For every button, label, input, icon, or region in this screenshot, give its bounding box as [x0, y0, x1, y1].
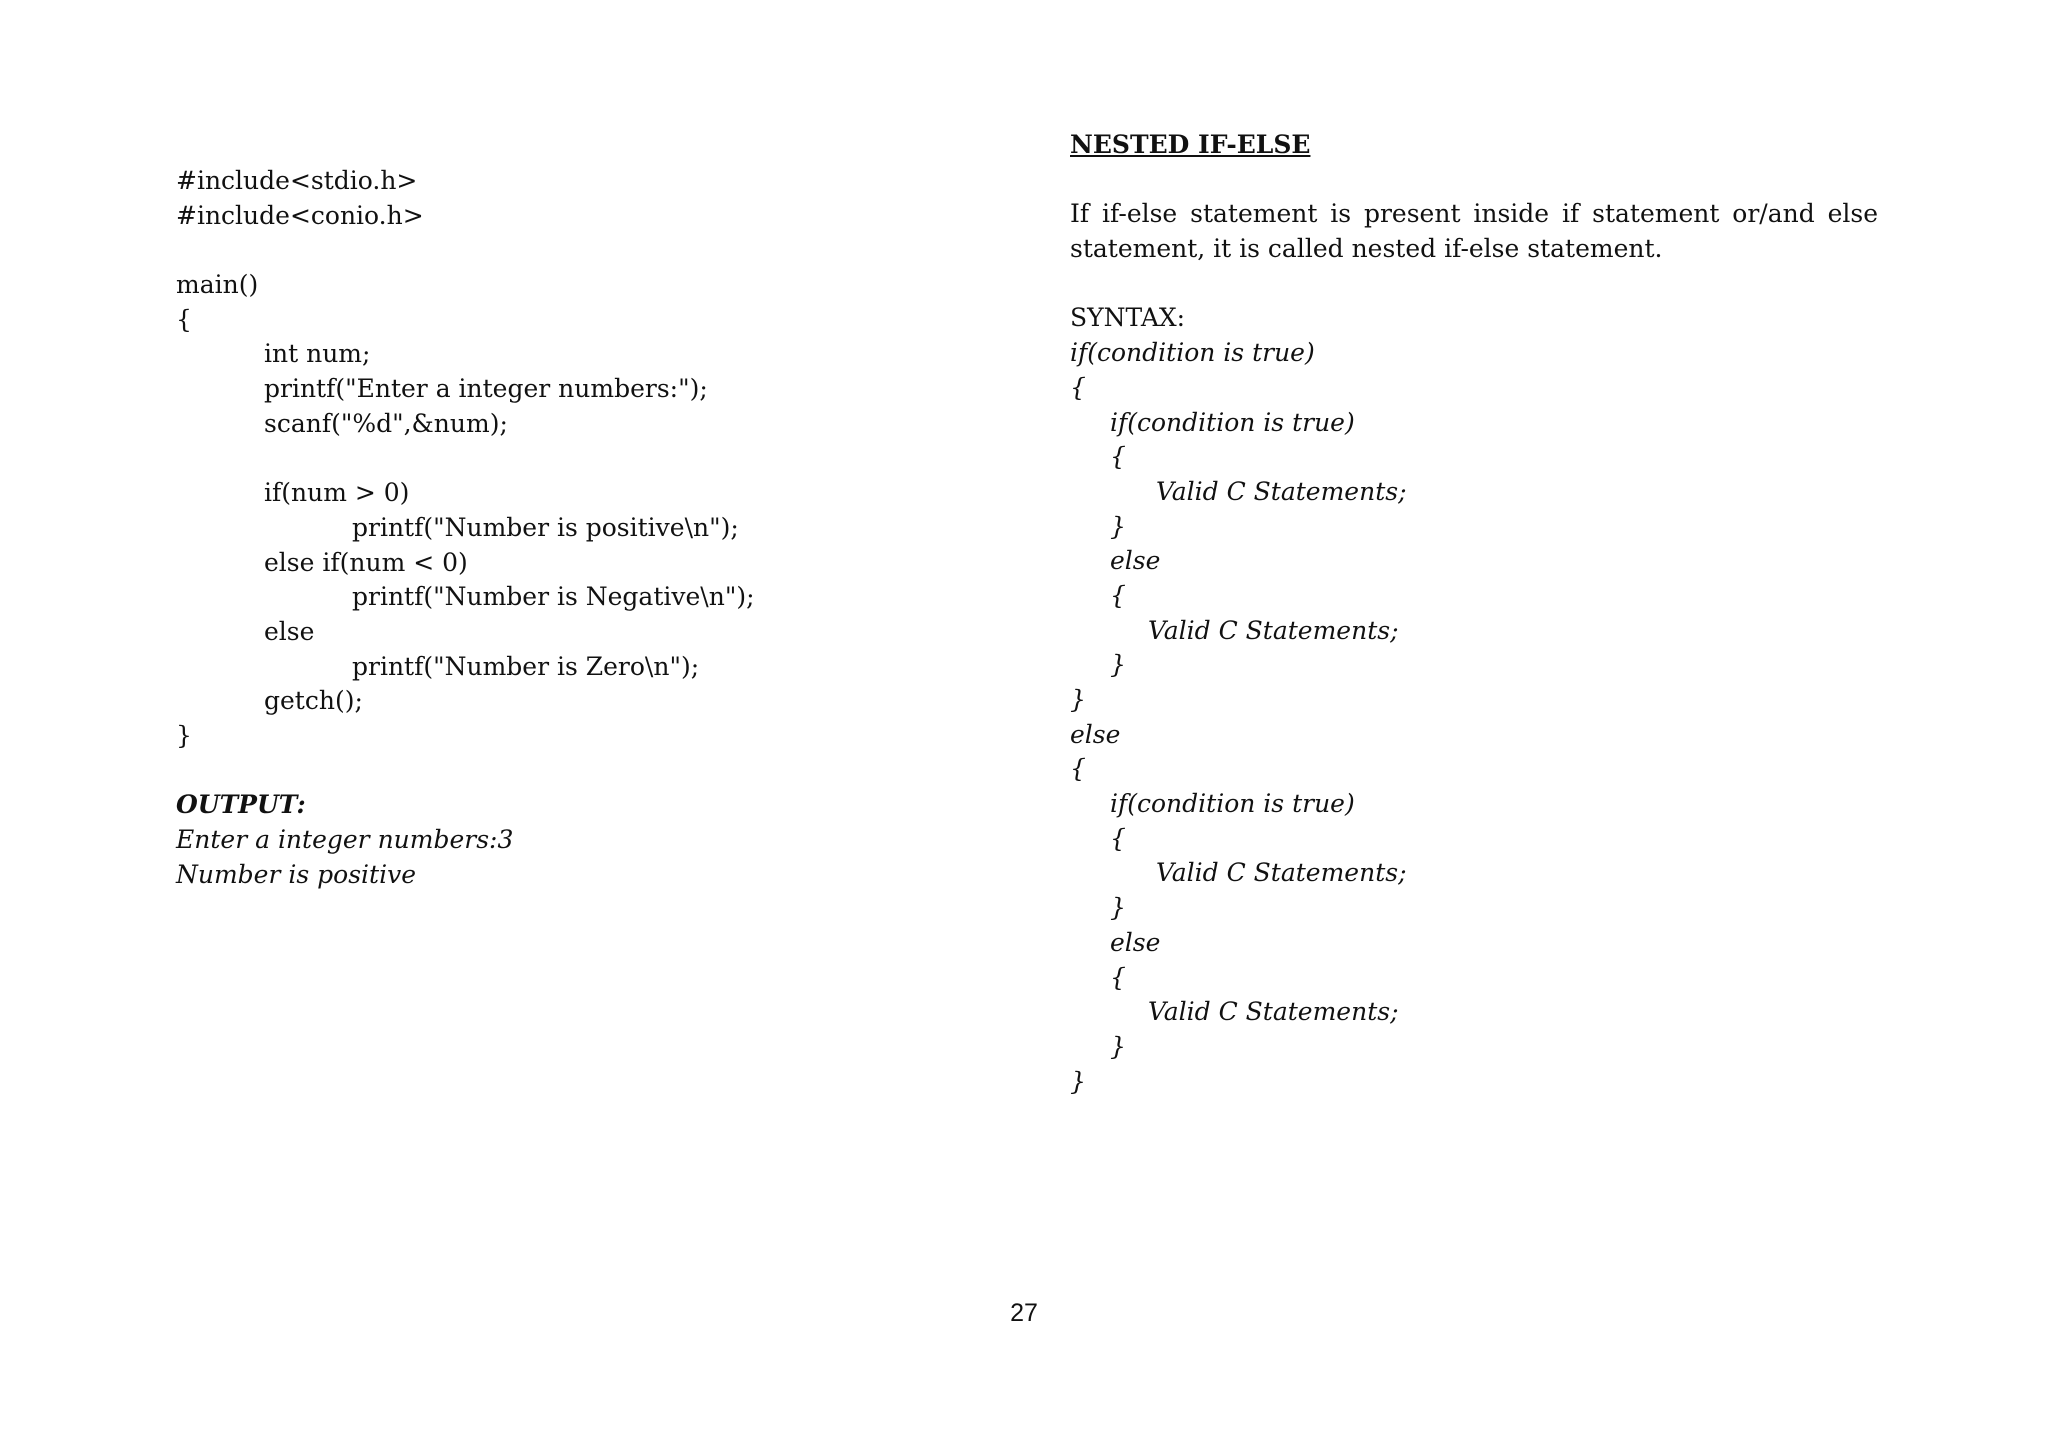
syntax-open-inner: {: [1110, 962, 1126, 992]
output-heading: OUTPUT:: [176, 790, 306, 820]
code-line-include-stdio: #include<stdio.h>: [176, 166, 418, 195]
syntax-open-outer: {: [1070, 372, 1086, 402]
syntax-close-inner: }: [1110, 893, 1126, 923]
code-line-main: main(): [176, 270, 259, 300]
syntax-open-inner: {: [1110, 442, 1126, 472]
code-line-close-brace: }: [176, 721, 192, 750]
code-line-open-brace: {: [176, 304, 192, 334]
code-line-print-zero: printf("Number is Zero\n");: [352, 651, 700, 681]
code-line-if-positive: if(num > 0): [264, 478, 410, 508]
section-heading: NESTED IF-ELSE: [1070, 130, 1311, 159]
syntax-statement: Valid C Statements;: [1156, 476, 1407, 506]
blank-line: [176, 442, 976, 477]
syntax-statement: Valid C Statements;: [1156, 858, 1407, 888]
syntax-if-inner: if(condition is true): [1110, 789, 1355, 819]
code-line-else: else: [264, 616, 315, 646]
blank-line: [1070, 163, 1878, 198]
syntax-if-inner: if(condition is true): [1110, 407, 1355, 437]
page-number: 27: [1010, 1299, 1038, 1327]
syntax-else-outer: else: [1070, 719, 1121, 749]
syntax-open-outer: {: [1070, 754, 1086, 784]
syntax-close-inner: }: [1110, 650, 1126, 680]
syntax-close-inner: }: [1110, 511, 1126, 541]
output-line-result: Number is positive: [176, 859, 416, 889]
blank-line: [176, 754, 976, 789]
code-line-prompt: printf("Enter a integer numbers:");: [264, 374, 708, 404]
syntax-else-inner: else: [1110, 546, 1161, 576]
code-line-print-negative: printf("Number is Negative\n");: [352, 582, 755, 612]
syntax-close-inner: }: [1110, 1031, 1126, 1061]
syntax-label: SYNTAX:: [1070, 303, 1186, 333]
syntax-if-outer: if(condition is true): [1070, 338, 1315, 368]
output-line-prompt: Enter a integer numbers:3: [176, 825, 514, 855]
code-line-include-conio: #include<conio.h>: [176, 200, 424, 230]
nested-if-else-column: [1070, 128, 1878, 1099]
syntax-else-inner: else: [1110, 927, 1161, 957]
code-line-scanf: scanf("%d",&num);: [264, 408, 508, 438]
syntax-statement: Valid C Statements;: [1148, 997, 1399, 1027]
syntax-close-outer: }: [1070, 685, 1086, 715]
syntax-statement: Valid C Statements;: [1148, 615, 1399, 645]
syntax-open-inner: {: [1110, 580, 1126, 610]
blank-line: [1070, 267, 1878, 302]
blank-line: [176, 233, 976, 268]
code-line-getch: getch();: [264, 686, 363, 716]
section-description: If if-else statement is present inside if statement or/and else statement, it is called nested if-else statement.: [1070, 199, 1878, 264]
syntax-open-inner: {: [1110, 823, 1126, 853]
syntax-close-outer: }: [1070, 1066, 1086, 1096]
code-line-print-positive: printf("Number is positive\n");: [352, 512, 739, 542]
code-example-column: [176, 164, 976, 892]
code-line-else-if-negative: else if(num < 0): [264, 547, 468, 577]
code-line-declaration: int num;: [264, 339, 371, 369]
